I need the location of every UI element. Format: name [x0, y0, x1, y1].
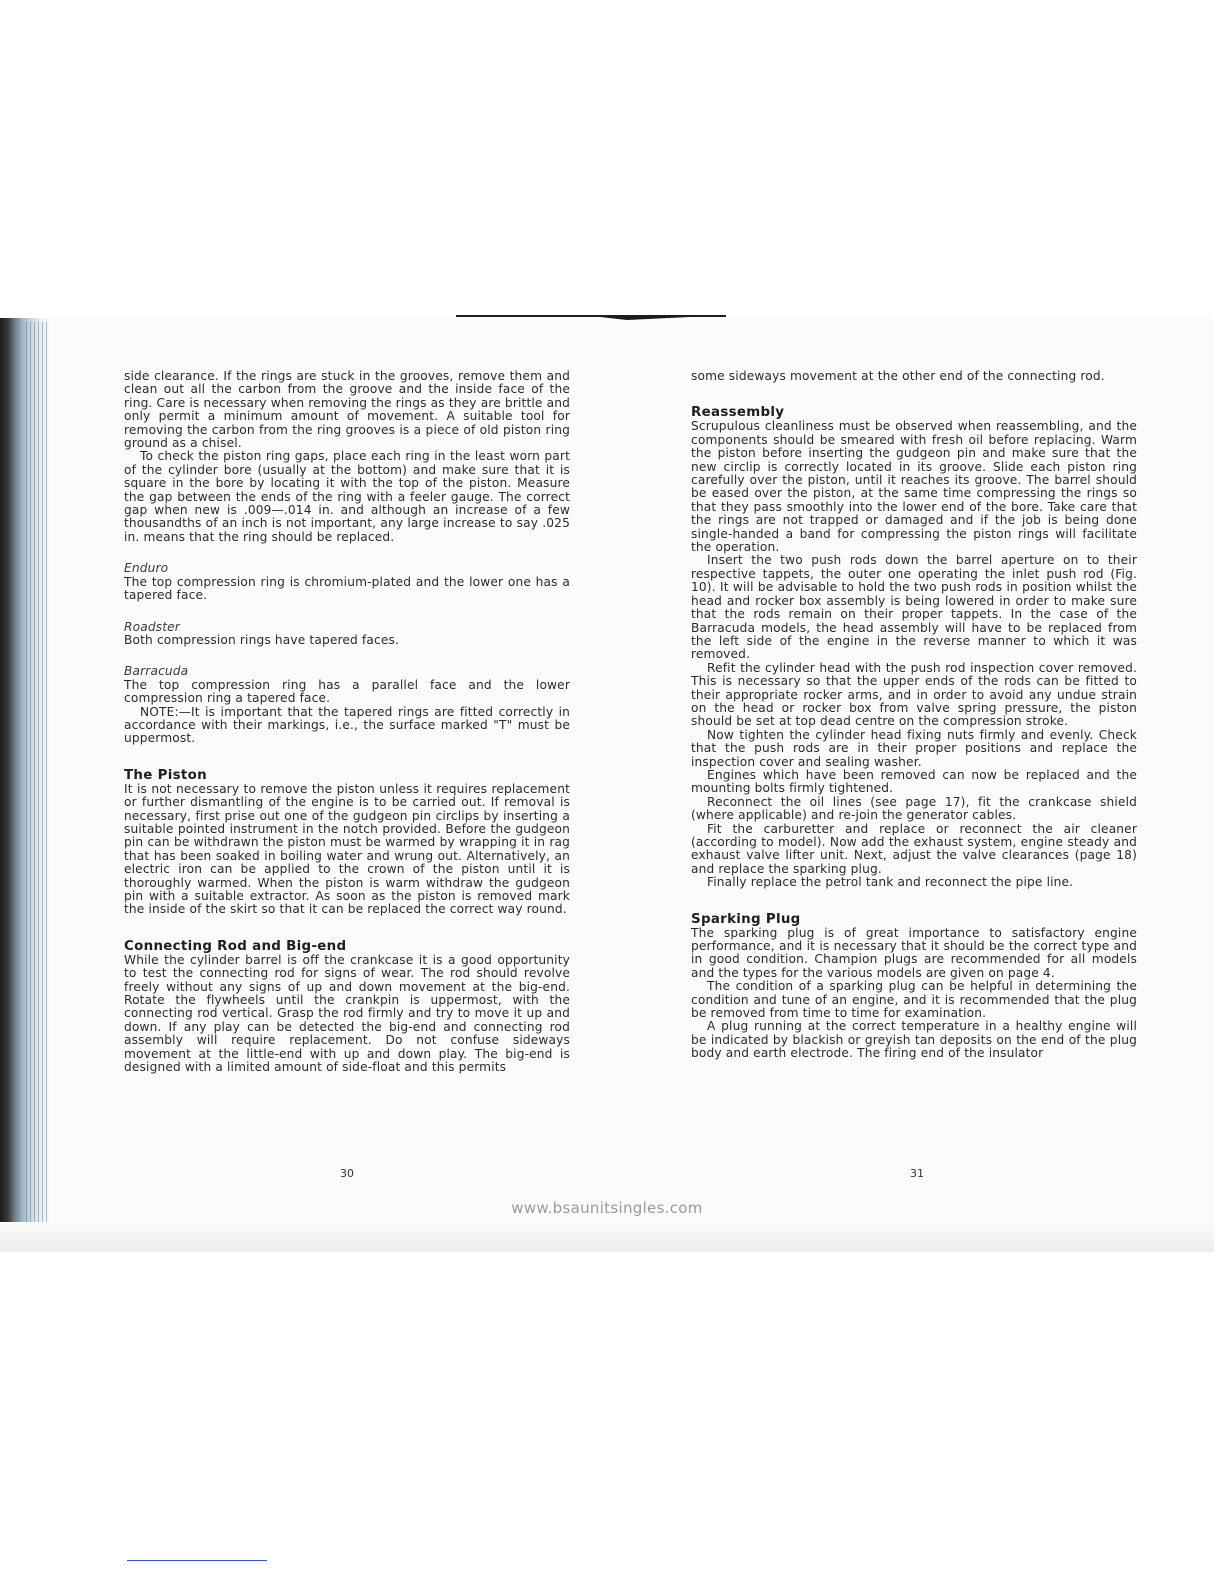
- barracuda-text: The top compression ring has a parallel face and the lower compression ring a tapered face.: [124, 677, 570, 706]
- plug-paragraph-1: The sparking plug is of great importance to satisfactory engine performance, and it is necessary that it should be the correct type and in good condition. Champion plugs are recommended for all models and the types for the various models are given on page 4.: [691, 925, 1137, 980]
- conrod-heading: Connecting Rod and Big-end: [124, 938, 347, 954]
- reassembly-paragraph-6: Reconnect the oil lines (see page 17), fit the crankcase shield (where applicable) and re-join the generator cables.: [691, 794, 1137, 823]
- reassembly-paragraph-7: Fit the carburetter and replace or reconnect the air cleaner (according to model). Now add the exhaust system, engine steady and exhaust valve lifter unit. Next, adjust the valve clearances (page 18) and replace the sparking plug.: [691, 821, 1137, 876]
- right-page-column: [691, 370, 1137, 1061]
- roadster-subheading: Roadster: [124, 619, 180, 634]
- left-page-column: [124, 370, 570, 1074]
- right-intro-paragraph: some sideways movement at the other end of the connecting rod.: [691, 369, 1105, 383]
- reassembly-paragraph-2: Insert the two push rods down the barrel aperture on to their respective tappets, the outer one operating the inlet push rod (Fig. 10). It will be advisable to hold the two push rods in position whilst the head and rocker box assembly is being lowered in order to make sure that the rods remain on their proper tappets. In the case of the Barracuda models, the head assembly will have to be replaced from the left side of the engine in the reverse manner to which it was removed.: [691, 553, 1137, 662]
- piston-text: It is not necessary to remove the piston unless it requires replacement or further dismantling of the engine is to be carried out. If removal is necessary, first prise out one of the gudgeon pin circlips by inserting a suitable pointed instrument in the notch provided. Before the gudgeon pin can be withdrawn the piston must be warmed by wrapping it in rag that has been soaked in boiling water and wrung out. Alternatively, an electric iron can be applied to the crown of the piston until it is thoroughly warmed. When the piston is warm withdraw the gudgeon pin with a suitable extractor. As soon as the piston is removed mark the inside of the skirt so that it can be replaced the correct way round.: [124, 781, 570, 917]
- plug-paragraph-2: The condition of a sparking plug can be helpful in determining the condition and tune of an engine, and it is recommended that the plug be removed from time to time for examination.: [691, 979, 1137, 1021]
- reassembly-paragraph-5: Engines which have been removed can now be replaced and the mounting bolts firmly tightened.: [691, 767, 1137, 796]
- footer-underline: [127, 1560, 267, 1561]
- reassembly-paragraph-1: Scrupulous cleanliness must be observed when reassembling, and the components should be smeared with fresh oil before replacing. Warm the piston before inserting the gudgeon pin and make sure that the new circlip is correctly located in its groove. Slide each piston ring carefully over the piston, until it reaches its groove. The barrel should be eased over the piston, at the same time compressing the rings so that they pass smoothly into the lower end of the bore. Take care that the rings are not trapped or damaged and if the job is being done single-handed a band for compressing the piston rings will facilitate the operation.: [691, 419, 1137, 555]
- page-number-right: 31: [910, 1167, 924, 1180]
- page-number-left: 30: [340, 1167, 354, 1180]
- conrod-text: While the cylinder barrel is off the crankcase it is a good opportunity to test the connecting rod for signs of wear. The rod should revolve freely without any signs of up and down movement at the big-end. Rotate the flywheels until the crankpin is uppermost, with the connecting rod vertical. Grasp the rod firmly and try to move it up and down. If any play can be detected the big-end and connecting rod assembly will require replacement. Do not confuse sideways movement at the little-end with up and down play. The big-end is designed with a limited amount of side-float and this permits: [124, 952, 570, 1075]
- reassembly-paragraph-8: Finally replace the petrol tank and reconnect the pipe line.: [707, 875, 1074, 890]
- reassembly-paragraph-4: Now tighten the cylinder head fixing nuts firmly and evenly. Check that the push rods are in their proper positions and replace the inspection cover and sealing washer.: [691, 727, 1137, 769]
- watermark-url: www.bsaunitsingles.com: [511, 1199, 703, 1217]
- note-paragraph: NOTE:—It is important that the tapered rings are fitted correctly in accordance with their markings, i.e., the surface marked "T" must be uppermost.: [124, 704, 570, 746]
- enduro-subheading: Enduro: [124, 561, 169, 576]
- left-intro-paragraph: side clearance. If the rings are stuck in the grooves, remove them and clean out all the carbon from the groove and the inside face of the ring. Care is necessary when removing the rings as they are brittle and only permit a minimum amount of movement. A suitable tool for removing the carbon from the ring grooves is a piece of old piston ring ground as a chisel.: [124, 369, 570, 451]
- enduro-text: The top compression ring is chromium-plated and the lower one has a tapered face.: [124, 574, 570, 603]
- reassembly-paragraph-3: Refit the cylinder head with the push rod inspection cover removed. This is necessary so that the upper ends of the rods can be fitted to their appropriate rocker arms, and in order to avoid any undue strain on the head or rocker box from valve spring pressure, the piston should be set at top dead centre on the compression stroke.: [691, 660, 1137, 729]
- piston-heading: The Piston: [124, 767, 207, 783]
- roadster-text: Both compression rings have tapered faces.: [124, 632, 400, 647]
- page-edge-lines: [26, 322, 48, 1222]
- bottom-shadow: [0, 1222, 1214, 1252]
- reassembly-heading: Reassembly: [691, 405, 785, 421]
- sparking-plug-heading: Sparking Plug: [691, 911, 801, 927]
- ring-gap-paragraph: To check the piston ring gaps, place each ring in the least worn part of the cylinder bore (usually at the bottom) and make sure that it is square in the bore by locating it with the top of the piston. Measure the gap between the ends of the ring with a feeler gauge. The correct gap when new is .009—.014 in. and although an increase of a few thousandths of an inch is not important, any large increase to say .025 in. means that the ring should be replaced.: [124, 449, 570, 544]
- barracuda-subheading: Barracuda: [124, 664, 189, 679]
- plug-paragraph-3: A plug running at the correct temperature in a healthy engine will be indicated by blackish or greyish tan deposits on the end of the plug body and earth electrode. The firing end of the insulator: [691, 1019, 1137, 1061]
